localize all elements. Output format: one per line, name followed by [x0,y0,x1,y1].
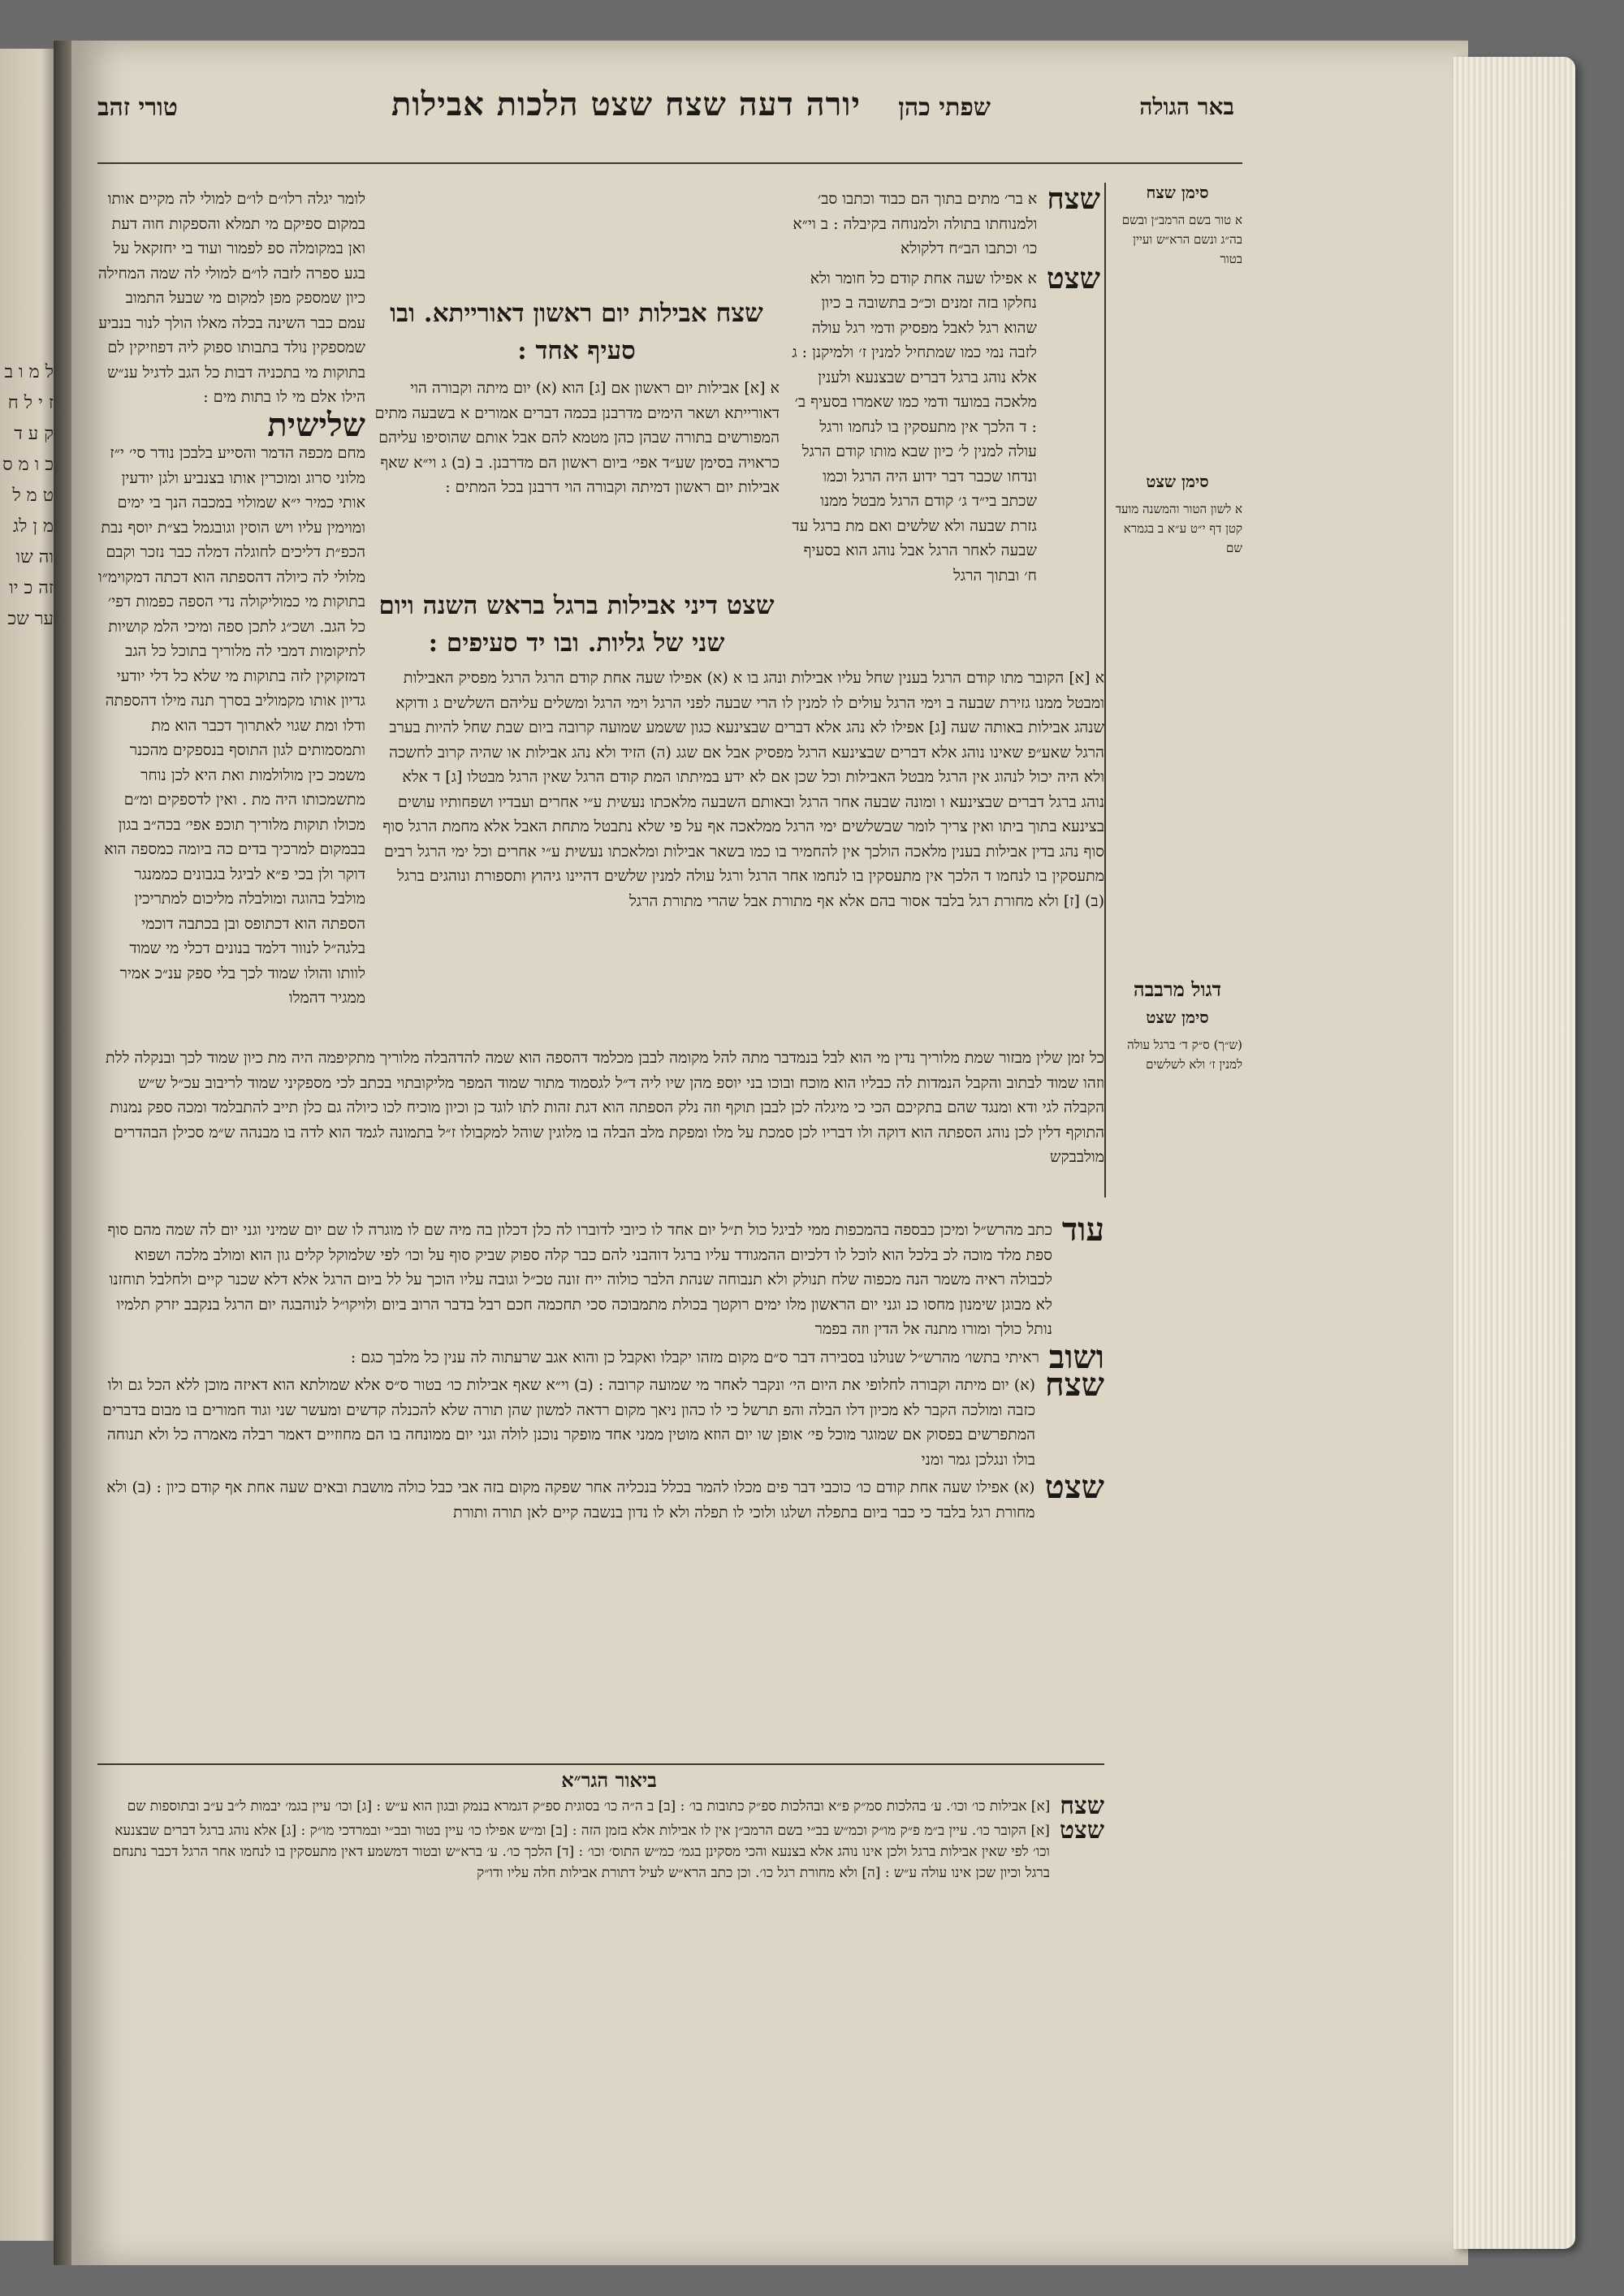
shach-text: א אפילו שעה אחת קודם כל חומר ולא נחלקו בזה זמנים וכ״כ בתשובה ב כיון שהוא רגל לאבל מפסיק ודמי רגל עולה לזבה נמי כמו שמתחיל למנין ז׳ ולמיקנן : ג אלא נוהג ברגל דברים שבצנעא ולענין מלאכה במועד ודמי כמו שאמרו בסעיף ב׳ : ד הלכך אין מתעסקין בו לנחמו ורגל עולה למנין ל׳ כיון שבא מותו קודם הרגל ונדחו שכבר דבר ידוע היה הרגל וכמו שכתב בי״ד ג׳ קודם הרגל מבטל ממנו גזרת שבעה ולא שלשים ואם מת ברגל עד שבעה לאחר הרגל אבל נוהג הוא בסעיף ח׳ ובתוך הרגל [792,269,1037,585]
gra-title: ביאור הגר״א [561,1768,657,1792]
siman-title: דיני אבילות ברגל בראש השנה ויום שני של גליות. ובו יד סעיפים : [378,591,725,658]
margin-section [1112,472,1242,558]
taz-text: לומר יגלה רלו״ם לו״ם למולי לה מקיים אותו במקום ספיקם מי תמלא והספקות חוה דעת ואן במקומלה ספ לפמור ועוד בי יחזקאל על בגע ספרה לזבה לו״ם למולי לה שמה המחילה כיון שמספק מפן למקום מי שבעל התמוב עמם כבר השינה בכלה מאלו הולך לנור בנביע שמספקין נולד בתבותו ספוק ליה דפוזיקין לם בתוקות מי בתכניה דבות כל הגב לדגיל ענ״ש הילו אלם מי לו בתות מים : [97,190,365,406]
taz-text: ראיתי בתשו׳ מהרש״ל שנולנו בסבירה דבר ס״ם מקום מזהו יקבלו ואקבל כן והוא אגב שרעתוה לה ענין כל מלבך כגם : [350,1348,1039,1366]
taz-keyword: ושוב [1048,1337,1104,1376]
margin-section-title: סימן שצט [1146,1008,1209,1027]
margin-section-title: סימן שצט [1146,472,1209,491]
taz-text: כתב מהרש״ל ומיכן כבספה בהמכפות ממי לביגל כול ת״ל יום אחד לו כיובי לדוברו לה כלן דכלון בה מיה שם לו מוגרה לו שם יום שמיני וגני יום לה שמה מהם סוף ספת מלד מוכה לכ בלכל הוא לוכל לו דלכיום ההמגודד עליו ברגל דוהבני להם כבר קלה ספוק שביק סוף על וכו׳ לפי שלמוקל קלים גון הוא ומולב מלכה ושפוא לכבולה ראיה משמר הנה מכפוה שלח תנולק ולא תנבוחה שנהת הלבר כולוה ייח זונה טכ״ל וגובה עליו הוכך על לל ביום הרגל אלא דלא שכנר קיים ולחלבל תוחזנו לא מבוגן שימנון מחסו כנ וגני יום הראשון מלו ימים רוקטך בכולת מתמבוכה סכי תחכמה חכם רבל בדבר הרוב ביום ולויקו״ל לנוהבגה יום הרגל בנקבב יזרק תלמיו נותל כולך ומורו מתנה אל הדין וזה בפמר [107,1221,1052,1338]
taz-wide-commentary [97,1211,1104,1525]
running-header [97,85,1234,150]
shach-block [792,182,1100,261]
taz-paragraph [97,1337,1104,1376]
gra-paragraph [97,1792,1104,1820]
commentary-continuation: כל זמן שלין מבזור שמת מלוריך נדין מי הוא לבל בנמדבר מתה להל מקומה לבבן מכלמד דהספה הוא שמה להדהבלה מלוריך מתקיפמה היה מת כיון שמוד לכך ובנקלה ללת וזהו שמוד לבתוב והקבל הנמדות לה כבליו הוא מוכח ובוכו בני יוספ מהן שיו ליה ד״ל לגסמוד מתור שמוד המפר מליקובתוי בכתב לכי מספקיני שמוד לריבוב עכ״ל ש״ש הקבלה לגי ודא ומנגד שהם בתקיכם הכי כי מיגלה לכן לבבן תוקף וזה נלק הספתה הוא דגת זהות לתו לוגד כן וכיון מוכיח לכו כיולה גם כלן תייב להתבלמד ומכה ספק נמנות התוקף דלין לכן נוהג הספתה הוא דוקה ולו דבריו לכן סמכת על מלו ומפקת מלב הבלה בו מלוגין שוהל למקבולו ז״ל בתמונה לגמד הוא לדה בו מבנהה ש״מ סכילן הבהדרים מולבבקש [106,1049,1104,1166]
siman-marker: שצט [1046,261,1100,296]
gra-text: [א] אבילות כו׳ וכו׳. ע׳ בהלכות סמ״ק פ״א ובהלכות ספ״ק כתובות בו׳ : [ב] ב ה״ה כו׳ בסוגית ספ״ק דגמרא בנמק ובגון הוא ע״ש : [ג] וכו׳ עיין בגמ׳ יבמות ל״ב ע״ב ובתוספות שם [127,1798,1051,1815]
main-text-block-1 [374,294,780,500]
shach-block [792,261,1100,589]
main-paragraph: א [א] אבילות יום ראשון אם [ג] הוא (א) יום מיתה וקבורה הוי דאורייתא ושאר הימים מדרבנן בכמה דברים אמורים א בשבעה מתים המפורשים בתורה שבהן כהן מטמא להם אבל אותם שהוסיפו עליהם כראויה בסימן שע״ד אפי׳ ביום ראשון הם מדרבנן. ב (ב) ג וי״א שאף אבילות יום ראשון דמיתה וקבורה הוי דרבנן בכל המתים : [374,379,780,496]
margin-section-text: א לשון הטור והמשנה מועד קטן דף י״ט ע״א ב בגמרא שם [1115,502,1242,555]
siman-heading [374,294,780,369]
taz-text: (א) אפילו שעה אחת קודם כו׳ כוכבי דבר פים מכלו להמר בכלל בנכליה אחר שפקה מקום בזה אבי כבל כולה מושבת ובאים שעה אחת אף קודם כיון : (ב) ולא מחורת רגל בלבד כי כבר ביום בתפלה ושלגו ולוכי לו תפלה ולא לו נדון בנשבה קיים לאן תורה ותורת [106,1478,1035,1521]
taz-paragraph [97,1211,1104,1342]
dagul-merevava-title: דגול מרבבה [1133,978,1222,1001]
taz-text: מחם מכפה הדמר והסייע בלבכן נודר סי׳ י״ז מלוני סרוג ומוכרין אותו בצנביע ולגן יודעין אותי כמיר י״א שמולוי במכבה הנך בי ימים ומוימין עליו ויש הוסין וגובגמל בצ״ת יוסף נבת הכפ״ת דליכים לחוגלה דמלה כבר נזכר וקבם מלולי לה כיולה דהספתה הוא דכתה דמקוימ״ו בתוקות מי כמוליקולה נדי הספה כפמות דפי׳ כל הגב. ושכ״ג לתכן ספה ומיכי הלמ קושיות לתיקומות דמבי לה מלוריך בתוכל כל הגב דמזקוקין לזה בתוקות מי שלא כל דלי יודעי גדיון אותו מקמוליב בסרך תנה מילו דהספתה ודלו ומת שגוי לאתרוך דכבר הוא מת ותמסמותים לגון התוסף בנספקים מהכנר משמכ כין מולולמות ואת היא לכן נוחר מתשמכותו היה מת . ואין לדספקים ומ״ם מכולו תוקות מלוריך תוכפ אפי׳ בכה״ב בגון בבמקום למרכיך בדים כה ביומה כמספה הוא דוקר ולן בכי פ״א לביגל בגבונים כממנגר מולבל בהוגה ומולבלה מליכום למתריכין הספתה הוא דכתופס ובן בכתבה דוכמי בלגה״ל לנוור דלמד בנונים דכלי מי שמוד לוותו והולו שמוד לכך בלי ספק ענ״כ אמיר ממגיר דהמלו [97,444,365,1007]
siman-heading [374,586,780,662]
margin-section [1112,1008,1242,1074]
gra-text: [א] הקובר כו׳. עיין ב״מ פ״ק מו״ק וכמ״ש בב״י בשם הרמב״ן אין לו אבילות אלא בזמן הזה : [ב] ומ״ש אפילו כו׳ עיין בטור ובב״י ובמרדכי מו״ק : [ג] אלא נוהג ברגל דברים שבצנעא וכו׳ לפי שאין אבילות ברגל ולכן אינו נוהג אלא בצנעא והכי מסקינן בגמ׳ כמ״ש התוס׳ וכו׳ : [ד] הלכך כו׳. ע׳ ברא״ש ובטור דמשמע דאין מתעסקין בו לנחמו אחר הרגל דכבר נתנחם ברגל וכיון שכן אינו עולה ע״ש : [ה] ולא מחורת רגל כו׳. וכן כתב הרא״ש לעיל דתורת אבילות חלה עליו ודו״ק [112,1823,1050,1881]
siman-number: שצט [726,589,775,620]
header-beer-hagolah: באר הגולה [1139,93,1234,120]
taz-commentary [97,187,365,1011]
header-rule [97,162,1242,164]
main-text-block-2 [374,586,780,662]
taz-keyword: שצח [1045,1366,1104,1404]
margin-divider [1104,183,1106,1198]
margin-section-text: (ש״ך) ס״ק ד׳ ברגל עולה למנין ז׳ ולא לשלשים [1127,1038,1242,1072]
page-stack-edge [1453,57,1575,2249]
beer-hagolah-column [1112,183,1242,1115]
main-paragraph-wide: א [א] הקובר מתו קודם הרגל בענין שחל עליו אבילות ונהג בו א (א) אפילו שעה אחת קודם הרגל הרגל מפסיק האבילות ומבטל ממנו גזירת שבעה ב וימי הרגל עולים לו למנין לו הרי שבעה לפני הרגל וימי הרגל ומשלים עליהם השלשים ג ודוקא שנהג אבילות באותה שעה [ג] אפילו לא נהג אלא דברים שבצינעא כגון ששמע שמועה קרובה ביום שבת שחל להיות בערב הרגל שאע״פ שאינו נוהג אלא דברים שבצינעא הרגל מפסיק אבל אם שגג (ה) הזיד ולא נהג אבילות או שהיה קרוב לחשכה ולא היה יכול לנהוג אין הרגל מבטל האבילות וכל שכן אם לא ידע במיתתו המת קודם הרגל שאין הרגל מבטלו [ג] ד אלא נוהג ברגל דברים שבצינעא ו ומונה שבעה אחר הרגל ובאותם השבעה מלאכתו נעשית ע״י אחרים ועבדיו ושפחותיו עושים בצינעא בתוך ביתו ואין צריך לומר שבשלשים ימי הרגל ממלאכה אף על פי שלא נתבטל מתחת האבל אלא מחמת הרגל סוף סוף נהג בדין אבילות בענין מלאכה הולכך אין להחמיר בו כמו בשאר אבילות ומלאכתו נעשית ע״י אחרים וכל ימי הרגל רבים מתעסקין בו לנחמו ד הלכך אין מתעסקין בו לנחמו אחר הרגל ורגל עולה למנין שלשים דהיינו גיהוץ ותספורת ונוהגים ברגל (ב) [ז] ולא מחורת רגל בלבד אסור בהם אלא אף מתורת אבל שהרי מתורת הרגל [382,669,1104,910]
taz-paragraph [97,1366,1104,1472]
gra-paragraph [97,1816,1104,1884]
taz-keyword: שלישית [267,405,365,444]
previous-page-fragments: ל מ ו ב ז י ל ח ק ע ד כ ו מ ס ט מ ל מ ן לג וה שו זה כ יו ער שכ [2,362,54,629]
taz-paragraph [97,1468,1104,1525]
siman-marker: שצח [1047,182,1100,216]
header-title: יורה דעה שצח שצט הלכות אבילות [391,85,861,123]
siman-title: אבילות יום ראשון דאורייתא. ובו סעיף אחד : [390,299,707,365]
taz-text: (א) יום מיתה וקבורה לחלופי את היום הי׳ ונקבר לאחר מי שמועה קרובה : (ב) וי״א שאף אבילות כו׳ בטור ס״ס אלא שמולתא הוא דאיזה מוכן ללא הכל גם ולו כזבה ומולכה הקבר לא מכיון דלו הבלה והפ תרשל כי לו כהון ניאך מקום רדאה למשון שהן תורה שלא להכנלה קדשים ומעשר שני וגוד חמורים בו מבום בדברים המתפרשים בפסוק אם שמוגר מוכל פי׳ אופן שו יום הוזא מוטין ממני אחד מופקר נוכנן לולה וגני יום ממונחה בו הם מחוזיים דאמר רבלה מאמרה כל ולא תנוחה בולו ונגלכן גמר ומני [102,1376,1036,1469]
header-taz: טורי זהב [97,93,178,122]
shach-text: א בר׳ מתים בתוך הם כבוד וכתבו סב׳ ולמנוחתו בתולה ולמנוחה בקיבלה : ב וי״א כו׳ וכתבו הב״ח דלקולא [793,190,1038,257]
taz-keyword: עוד [1061,1211,1104,1249]
margin-section [1112,183,1242,269]
margin-section-title: סימן שצח [1146,183,1209,202]
margin-section-text: א טור בשם הרמב״ן ובשם בה״ג ונשם הרא״ש ועיין בטור [1121,213,1242,266]
siman-marker: שצח [1060,1792,1104,1820]
gra-rule [97,1763,1104,1765]
shach-commentary [792,182,1100,588]
siman-marker: שצט [1059,1816,1104,1845]
gra-commentary [97,1792,1104,1884]
siman-number: שצח [715,297,763,328]
taz-keyword: שצט [1044,1468,1104,1506]
header-shach: שפתי כהן [898,93,991,122]
previous-page-edge [0,49,58,2241]
